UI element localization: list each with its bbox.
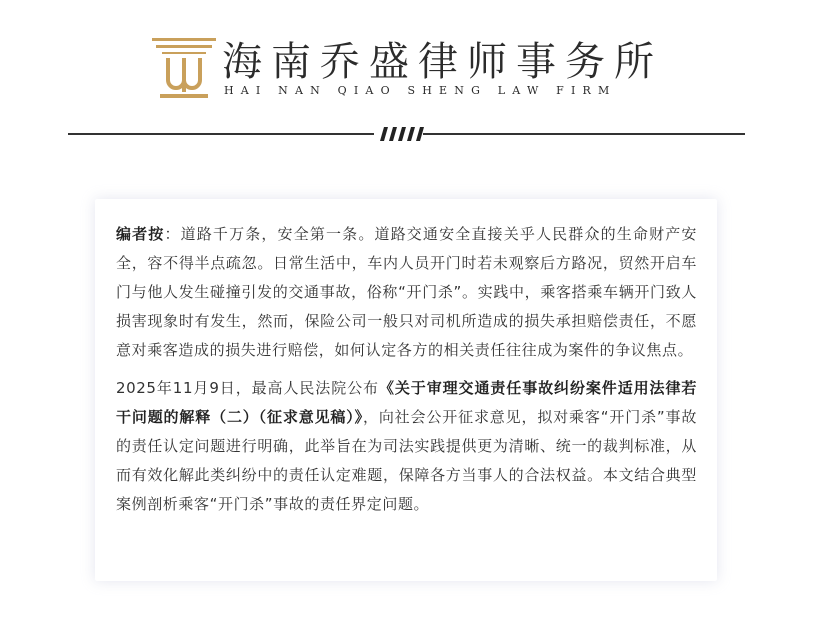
- firm-logo: [152, 36, 663, 100]
- firm-name-cn: 海南乔盛律师事务所: [222, 39, 663, 85]
- body-paragraph: [116, 374, 697, 519]
- editor-note-label: 编者按: [116, 225, 165, 243]
- editor-note-paragraph: [116, 220, 697, 365]
- firm-name-en: HAI NAN QIAO SHENG LAW FIRM: [224, 84, 617, 97]
- interpretation-title: 《关于审理交通责任事故纠纷案件适用法律若干问题的解释（二）（征求意见稿）》: [116, 379, 697, 426]
- divider-line-left: [68, 133, 374, 135]
- slash-ornament-icon: [380, 127, 424, 141]
- body-text-after: ，向社会公开征求意见，拟对乘客“开门杀”事故的责任认定问题进行明确，此举旨在为司法实践提供更为清晰、统一的裁判标准，从而有效化解此类纠纷中的责任认定难题，保障各方当事人的合法权益。本文结合典型案例剖析乘客“开门杀”事故的责任界定问题。: [116, 408, 698, 513]
- article-card: [95, 199, 717, 581]
- pillar-logo-icon: [152, 36, 216, 100]
- section-divider: [68, 127, 745, 141]
- divider-line-right: [423, 133, 745, 135]
- editor-note-text: ：道路千万条，安全第一条。道路交通安全直接关乎人民群众的生命财产安全，容不得半点疏忽。日常生活中，车内人员开门时若未观察后方路况，贸然开启车门与他人发生碰撞引发的交通事故，俗称“开门杀”。实践中，乘客搭乘车辆开门致人损害现象时有发生，然而，保险公司一般只对司机所造成的损失承担赔偿责任，不愿意对乘客造成的损失进行赔偿，如何认定各方的相关责任往往成为案件的争议焦点。: [116, 225, 697, 359]
- body-text-before: 2025年11月9日，最高人民法院公布: [116, 379, 379, 397]
- article-content: [116, 220, 697, 519]
